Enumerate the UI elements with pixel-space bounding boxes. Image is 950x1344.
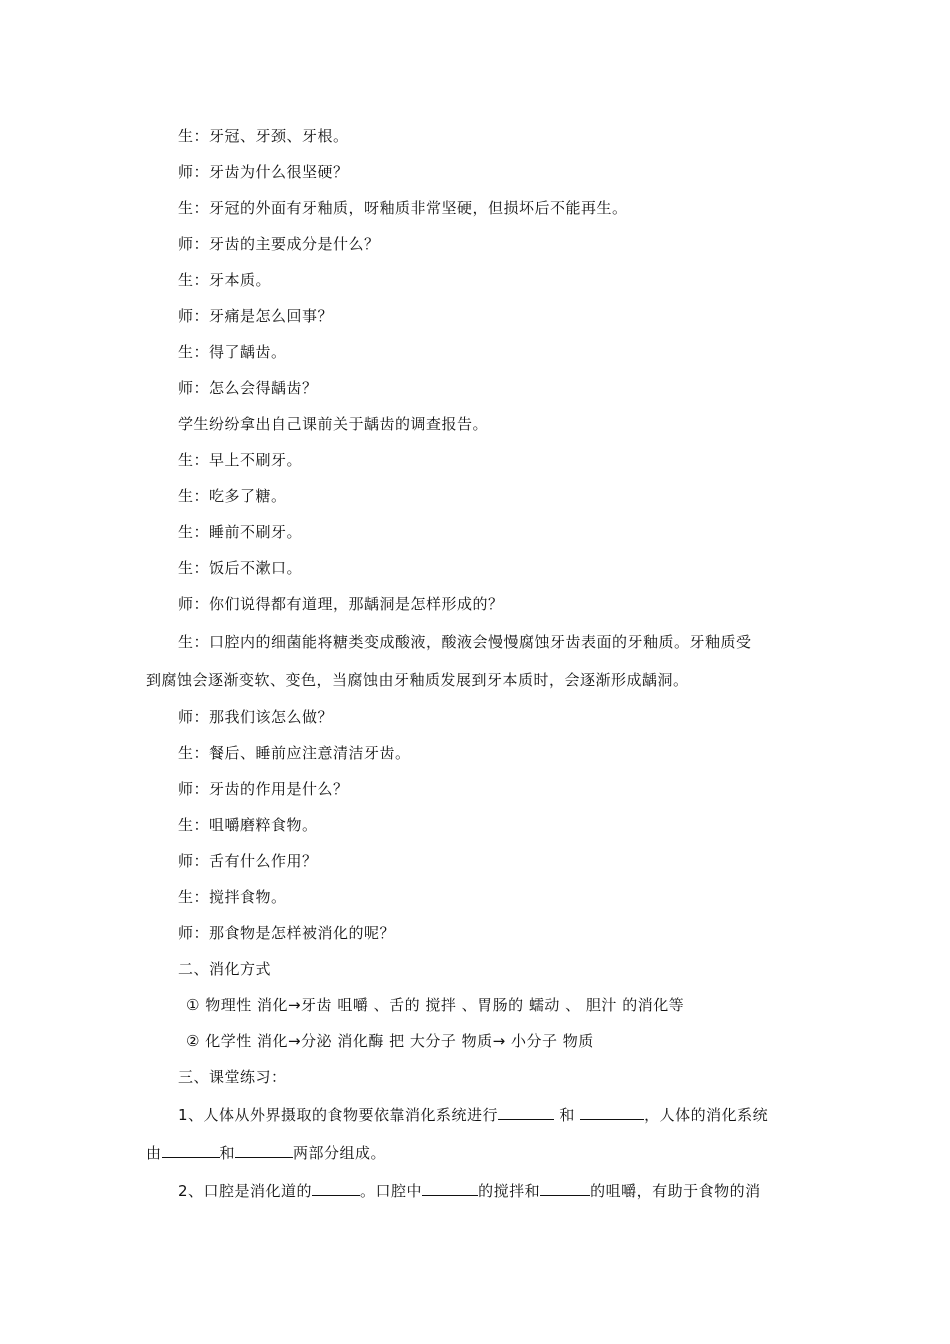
exercise-text: 两部分组成。 [293,1144,387,1162]
exercise-text: 的咀嚼，有助于食物的消 [590,1182,761,1200]
exercise-text: 1、人体从外界摄取的食物要依靠消化系统进行 [178,1106,499,1124]
exercise-text: 由 [146,1144,162,1162]
section-heading: 二、消化方式 [178,960,272,978]
fill-blank [312,1181,360,1196]
text-line: 生：餐后、睡前应注意清洁牙齿。 [178,744,411,762]
fill-blank [162,1143,220,1158]
text-line: 师：那我们该怎么做？ [178,708,334,726]
text-line: 师：牙齿为什么很坚硬？ [178,163,349,181]
exercise-2-line-1 [178,1181,761,1201]
text-line: 生：吃多了糖。 [178,487,287,505]
exercise-1-line-2 [146,1143,386,1163]
exercise-text: 的搅拌和 [478,1182,541,1200]
text-line: ① 物理性 消化→牙齿 咀嚼 、舌的 搅拌 、胃肠的 蠕动 、 胆汁 的消化等 [186,996,685,1014]
text-line: 到腐蚀会逐渐变软、变色，当腐蚀由牙釉质发展到牙本质时，会逐渐形成龋洞。 [146,671,689,689]
text-line: 师：那食物是怎样被消化的呢？ [178,924,396,942]
text-line: 生：搅拌食物。 [178,888,287,906]
text-line: 师：舌有什么作用？ [178,852,318,870]
text-line: 学生纷纷拿出自己课前关于龋齿的调查报告。 [178,415,489,433]
exercise-text: 和 [559,1106,575,1124]
fill-blank [498,1105,554,1120]
text-line: 师：怎么会得龋齿？ [178,379,318,397]
text-line: 师：牙痛是怎么回事？ [178,307,334,325]
text-line: 生：睡前不刷牙。 [178,523,303,541]
exercise-text: 和 [219,1144,236,1162]
exercise-text: 。口腔中 [360,1182,423,1200]
text-line: 生：咀嚼磨粹食物。 [178,816,318,834]
text-line: 师：你们说得都有道理，那龋洞是怎样形成的？ [178,595,504,613]
text-line: 师：牙齿的作用是什么？ [178,780,349,798]
text-line: 生：早上不刷牙。 [178,451,303,469]
fill-blank [540,1181,590,1196]
exercise-text: 2、口腔是消化道的 [178,1182,313,1200]
text-line: ② 化学性 消化→分泌 消化酶 把 大分子 物质→ 小分子 物质 [186,1032,594,1050]
text-line: 生：牙本质。 [178,271,272,289]
text-line: 生：口腔内的细菌能将糖类变成酸液，酸液会慢慢腐蚀牙齿表面的牙釉质。牙釉质受 [178,633,752,651]
exercise-1-line-1 [178,1105,768,1125]
text-line: 生：牙冠的外面有牙釉质，呀釉质非常坚硬，但损坏后不能再生。 [178,199,628,217]
text-line: 生：得了龋齿。 [178,343,287,361]
text-line: 生：牙冠、牙颈、牙根。 [178,127,349,145]
text-line: 生：饭后不漱口。 [178,559,303,577]
text-line: 师：牙齿的主要成分是什么？ [178,235,380,253]
fill-blank [422,1181,478,1196]
fill-blank [235,1143,293,1158]
fill-blank [580,1105,644,1120]
exercise-text: ，人体的消化系统 [644,1106,769,1124]
section-heading: 三、课堂练习： [178,1068,287,1086]
